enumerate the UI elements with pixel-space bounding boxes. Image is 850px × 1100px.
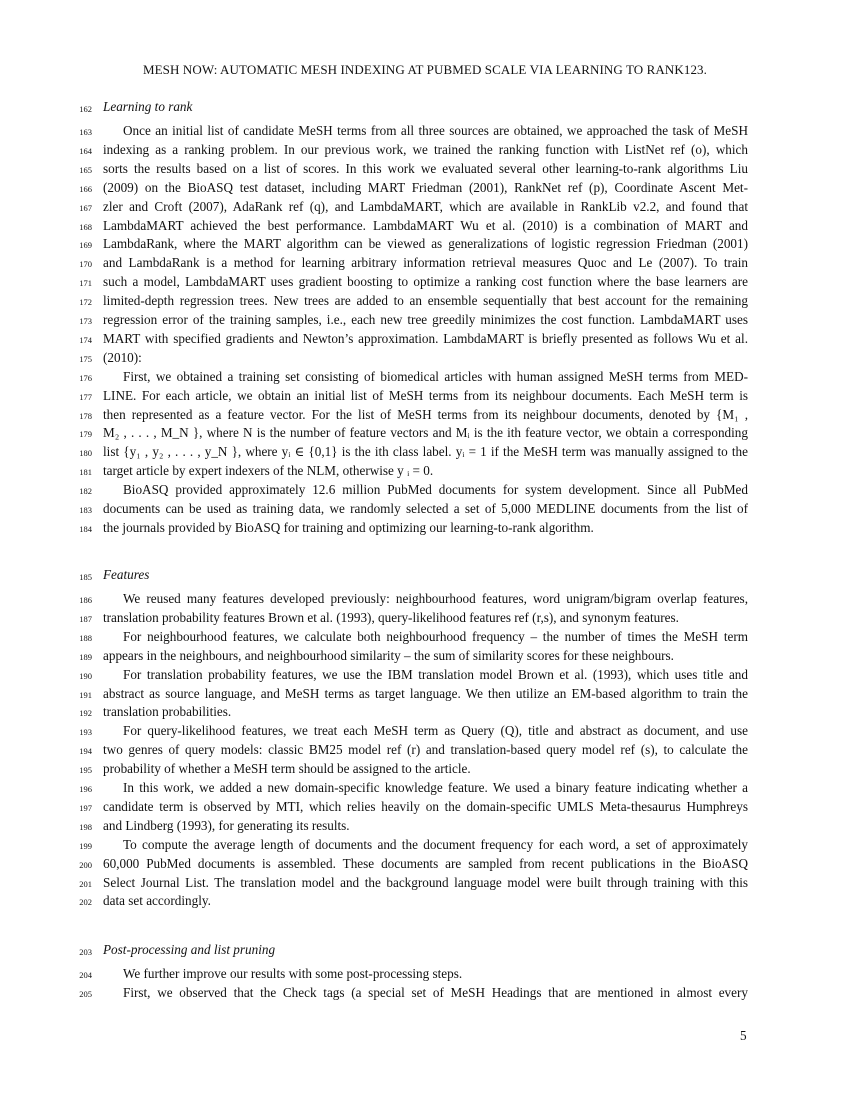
line-number: 182	[79, 486, 92, 497]
line-number: 194	[79, 746, 92, 757]
line-number: 174	[79, 334, 92, 345]
text-line: zler and Croft (2007), AdaRank ref (q), and LambdaMART, which are available in RankLib v2.2, and found that	[103, 198, 748, 214]
line-number: 205	[79, 988, 92, 999]
line-number: 202	[79, 897, 92, 908]
text-line: translation probabilities.	[103, 704, 232, 720]
line-number: 164	[79, 145, 92, 156]
line-number: 197	[79, 802, 92, 813]
line-number: 185	[79, 572, 92, 582]
text-line: target article by expert indexers of the NLM, otherwise y ᵢ = 0.	[103, 463, 434, 479]
line-number: 179	[79, 429, 92, 440]
text-line: sorts the results based on a list of scores. In this work we evaluated several other learning-to-rank algorithms Liu	[103, 160, 748, 176]
text-line: LINE. For each article, we obtain an initial list of MeSH terms from its neighbour documents. Each MeSH term is	[103, 387, 748, 403]
line-number: 163	[79, 127, 92, 137]
text-line: First, we obtained a training set consisting of biomedical articles with human assigned MeSH terms from MED-	[123, 368, 748, 384]
line-number: 172	[79, 297, 92, 308]
section-heading: Features	[103, 567, 150, 582]
line-number: 183	[79, 505, 92, 515]
text-line: and LambdaRank is a method for learning arbitrary information retrieval measures Quoc and Le (2007). To train	[103, 255, 748, 271]
text-line: list {y₁ , y₂ , . . . , y_N }, where yᵢ ∈ {0,1} is the ith class label. yᵢ = 1 if the MeSH term was manually assigned to the	[103, 444, 748, 460]
page-number: 5	[740, 1028, 747, 1043]
line-number: 186	[79, 595, 92, 605]
text-line: LambdaRank, where the MART algorithm can be viewed as generalizations of logistic regression Friedman (2001)	[103, 236, 748, 252]
text-line: such a model, LambdaMART uses gradient boosting to optimize a ranking cost function where the base learners are	[103, 274, 748, 290]
line-number: 173	[79, 316, 92, 326]
line-number: 181	[79, 467, 92, 478]
line-number: 180	[79, 448, 92, 459]
text-line: (2010):	[103, 349, 142, 365]
text-line: For neighbourhood features, we calculate both neighbourhood frequency – the number of times the MeSH term	[123, 628, 748, 644]
text-line: candidate term is observed by MTI, which relies heavily on the domain-specific UMLS Meta-thesaurus Humphreys	[103, 798, 748, 814]
line-number: 201	[79, 878, 92, 889]
text-line: documents can be used as training data, we randomly selected a set of 5,000 MEDLINE documents from the list of	[103, 501, 748, 516]
line-number: 169	[79, 240, 92, 251]
line-number: 166	[79, 183, 92, 194]
line-number: 192	[79, 708, 92, 719]
line-number: 177	[79, 391, 92, 402]
text-line: 60,000 PubMed documents is assembled. These documents are sampled from recent publications in the BioASQ	[103, 855, 748, 871]
line-number: 189	[79, 651, 92, 662]
running-header: MESH NOW: AUTOMATIC MESH INDEXING AT PUBMED SCALE VIA LEARNING TO RANK123.	[142, 62, 708, 77]
line-number: 196	[79, 784, 92, 794]
text-line: abstract as source language, and MeSH terms as target language. We then utilize an EM-based algorithm to train the	[103, 685, 748, 701]
line-number: 175	[79, 353, 92, 364]
section-heading: Post-processing and list pruning	[103, 942, 276, 957]
line-number: 167	[79, 202, 92, 213]
text-line: Once an initial list of candidate MeSH terms from all three sources are obtained, we approached the task of MeSH	[123, 123, 748, 138]
text-line: For translation probability features, we use the IBM translation model Brown et al. (1993), which uses title and	[123, 666, 748, 682]
line-number: 193	[79, 727, 92, 738]
text-line: translation probability features Brown et al. (1993), query-likelihood features ref (r,s), and synonym features.	[103, 609, 679, 625]
line-number: 204	[79, 970, 92, 980]
text-line: LambdaMART achieved the best performance. LambdaMART Wu et al. (2010) is a combination of MART and	[103, 217, 748, 233]
line-number: 162	[79, 104, 92, 114]
line-number: 199	[79, 840, 92, 851]
text-line: Select Journal List. The translation model and the background language model were built through training with this	[103, 874, 748, 890]
line-number: 190	[79, 670, 92, 681]
line-number: 178	[79, 410, 92, 421]
text-line: MART with specified gradients and Newton’s approximation. LambdaMART is briefly presented as follows Wu et al.	[103, 330, 748, 346]
line-number: 168	[79, 221, 92, 232]
text-line: (2009) on the BioASQ test dataset, including MART Friedman (2001), RankNet ref (p), Coordinate Ascent Met-	[103, 179, 748, 195]
section-heading: Learning to rank	[103, 99, 193, 114]
text-line: and Lindberg (1993), for generating its results.	[103, 817, 350, 833]
text-line: appears in the neighbours, and neighbourhood similarity – the sum of similarity scores for these neighbours.	[103, 647, 674, 663]
text-line: limited-depth regression trees. New trees are added to an ensemble sequentially that best account for the remaining	[103, 293, 748, 309]
text-line: data set accordingly.	[103, 893, 211, 909]
line-number: 171	[79, 278, 92, 289]
text-line: For query-likelihood features, we treat each MeSH term as Query (Q), title and abstract as document, and use	[123, 723, 748, 739]
text-line: indexing as a ranking problem. In our previous work, we trained the ranking function with ListNet ref (o), which	[103, 141, 748, 157]
text-line: We further improve our results with some post-processing steps.	[123, 966, 463, 981]
line-number: 195	[79, 765, 92, 776]
text-line: M₂ , . . . , M_N }, where N is the number of feature vectors and Mᵢ is the ith feature vector, we obtain a corresponding	[103, 425, 748, 441]
line-number: 188	[79, 632, 92, 643]
line-number: 165	[79, 164, 92, 175]
text-line: To compute the average length of documents and the document frequency for each word, a set of approximately	[123, 836, 748, 852]
line-number: 200	[79, 859, 92, 870]
line-number: 203	[79, 947, 92, 957]
text-line: the journals provided by BioASQ for training and optimizing our learning-to-rank algorithm.	[103, 519, 594, 535]
text-line: In this work, we added a new domain-specific knowledge feature. We used a binary feature indicating whether a	[123, 780, 748, 795]
text-line: then represented as a feature vector. For the list of MeSH terms from its neighbour documents, denoted by {M₁ ,	[103, 406, 748, 422]
text-line: BioASQ provided approximately 12.6 million PubMed documents for system development. Since all PubMed	[123, 482, 748, 498]
text-line: We reused many features developed previously: neighbourhood features, word unigram/bigram overlap features,	[123, 591, 748, 606]
text-line: First, we observed that the Check tags (a special set of MeSH Headings that are mentioned in almost every	[123, 984, 748, 1000]
line-number: 198	[79, 821, 92, 832]
line-number: 170	[79, 259, 92, 270]
text-line: probability of whether a MeSH term should be assigned to the article.	[103, 761, 471, 777]
text-line: regression error of the training samples, i.e., each new tree greedily minimizes the cost function. LambdaMART uses	[103, 312, 748, 327]
line-number: 191	[79, 689, 92, 700]
line-number: 187	[79, 613, 92, 624]
line-number: 176	[79, 372, 92, 383]
text-line: two genres of query models: classic BM25 model ref (r) and translation-based query model ref (s), to calculate the	[103, 742, 748, 758]
line-number: 184	[79, 523, 92, 534]
